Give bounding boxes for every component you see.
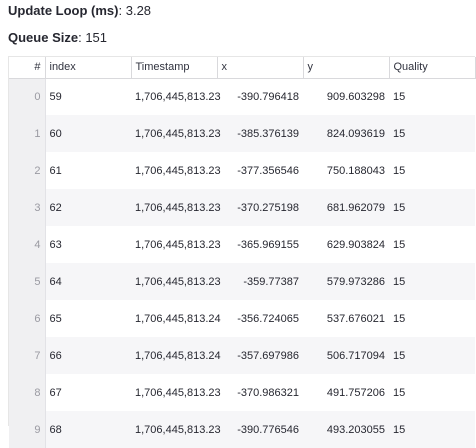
table-row[interactable] <box>9 374 475 411</box>
y-cell[interactable]: 493.203055 <box>303 411 389 448</box>
row-index-cell[interactable]: 0 <box>9 78 45 115</box>
table-row[interactable] <box>9 189 475 226</box>
row-index-cell[interactable]: 2 <box>9 152 45 189</box>
index-cell[interactable]: 65 <box>49 312 62 325</box>
timestamp-cell[interactable]: 1,706,445,813.23 <box>135 386 221 399</box>
row-index-cell[interactable]: 8 <box>9 374 45 411</box>
x-cell[interactable]: -359.77387 <box>217 263 303 300</box>
column-header-row-index[interactable]: # <box>9 57 45 78</box>
x-cell[interactable]: -370.986321 <box>237 386 299 399</box>
quality-cell[interactable]: 15 <box>393 164 406 177</box>
timestamp-cell[interactable]: 1,706,445,813.23 <box>135 90 221 103</box>
timestamp-cell[interactable]: 1,706,445,813.23 <box>135 164 221 177</box>
quality-cell[interactable]: 15 <box>389 263 475 300</box>
table-row[interactable] <box>9 226 475 263</box>
table-row[interactable] <box>9 411 475 448</box>
index-cell[interactable]: 61 <box>49 164 62 177</box>
index-cell[interactable]: 64 <box>45 263 131 300</box>
y-cell[interactable]: 909.603298 <box>326 90 385 103</box>
column-header-quality[interactable]: Quality <box>389 57 475 78</box>
x-cell[interactable]: -357.697986 <box>217 337 303 374</box>
index-cell[interactable]: 67 <box>49 386 62 399</box>
y-cell[interactable]: 629.903824 <box>326 238 385 251</box>
x-cell[interactable]: -365.969155 <box>237 238 299 251</box>
table-row[interactable] <box>9 115 475 152</box>
queue-size-value: 151 <box>85 30 108 45</box>
column-header-x[interactable]: x <box>217 57 303 78</box>
timestamp-cell[interactable]: 1,706,445,813.23 <box>135 238 221 251</box>
quality-cell[interactable]: 15 <box>389 189 475 226</box>
quality-cell[interactable]: 15 <box>389 115 475 152</box>
column-header-y[interactable]: y <box>303 57 389 78</box>
timestamp-cell[interactable]: 1,706,445,813.24 <box>135 312 221 325</box>
x-cell[interactable]: -390.776546 <box>217 411 303 448</box>
timestamp-cell[interactable]: 1,706,445,813.23 <box>131 411 217 448</box>
table-row[interactable] <box>9 263 475 300</box>
x-cell[interactable]: -390.796418 <box>237 90 299 103</box>
timestamp-cell[interactable]: 1,706,445,813.24 <box>131 337 217 374</box>
row-index-cell[interactable]: 1 <box>9 115 45 152</box>
data-grid[interactable] <box>8 56 475 436</box>
x-cell[interactable]: -356.724065 <box>237 312 299 325</box>
table-row[interactable] <box>9 300 475 337</box>
row-index-cell[interactable]: 5 <box>9 263 45 300</box>
index-cell[interactable]: 60 <box>45 115 131 152</box>
index-cell[interactable]: 59 <box>49 90 62 103</box>
update-loop-label: Update Loop (ms) <box>8 3 119 18</box>
data-table <box>9 57 476 448</box>
quality-cell[interactable]: 15 <box>393 386 406 399</box>
x-cell[interactable]: -370.275198 <box>217 189 303 226</box>
table-row[interactable] <box>9 337 475 374</box>
y-cell[interactable]: 681.962079 <box>303 189 389 226</box>
quality-cell[interactable]: 15 <box>389 411 475 448</box>
row-index-cell[interactable]: 3 <box>9 189 45 226</box>
column-header-timestamp[interactable]: Timestamp <box>131 57 217 78</box>
update-loop-stat: Update Loop (ms): 3.28 <box>8 3 152 18</box>
row-index-cell[interactable]: 9 <box>9 411 45 448</box>
y-cell[interactable]: 537.676021 <box>326 312 385 325</box>
y-cell[interactable]: 579.973286 <box>303 263 389 300</box>
index-cell[interactable]: 63 <box>49 238 62 251</box>
table-row[interactable] <box>9 78 475 115</box>
update-loop-value: 3.28 <box>125 3 152 18</box>
timestamp-cell[interactable]: 1,706,445,813.23 <box>131 115 217 152</box>
row-index-cell[interactable]: 6 <box>9 300 45 337</box>
quality-cell[interactable]: 15 <box>393 238 406 251</box>
index-cell[interactable]: 68 <box>45 411 131 448</box>
table-row[interactable] <box>9 152 475 189</box>
y-cell[interactable]: 750.188043 <box>326 164 385 177</box>
index-cell[interactable]: 66 <box>45 337 131 374</box>
timestamp-cell[interactable]: 1,706,445,813.23 <box>131 263 217 300</box>
column-header-index[interactable]: index <box>45 57 131 78</box>
y-cell[interactable]: 491.757206 <box>326 386 385 399</box>
quality-cell[interactable]: 15 <box>393 312 406 325</box>
row-index-cell[interactable]: 4 <box>9 226 45 263</box>
queue-size-stat: Queue Size: 151 <box>8 30 108 45</box>
queue-size-label: Queue Size <box>8 30 79 45</box>
table-header-row <box>9 57 475 78</box>
index-cell[interactable]: 62 <box>45 189 131 226</box>
row-index-cell[interactable]: 7 <box>9 337 45 374</box>
quality-cell[interactable]: 15 <box>389 337 475 374</box>
timestamp-cell[interactable]: 1,706,445,813.23 <box>131 189 217 226</box>
y-cell[interactable]: 506.717094 <box>303 337 389 374</box>
x-cell[interactable]: -377.356546 <box>237 164 299 177</box>
x-cell[interactable]: -385.376139 <box>217 115 303 152</box>
y-cell[interactable]: 824.093619 <box>303 115 389 152</box>
quality-cell[interactable]: 15 <box>393 90 406 103</box>
